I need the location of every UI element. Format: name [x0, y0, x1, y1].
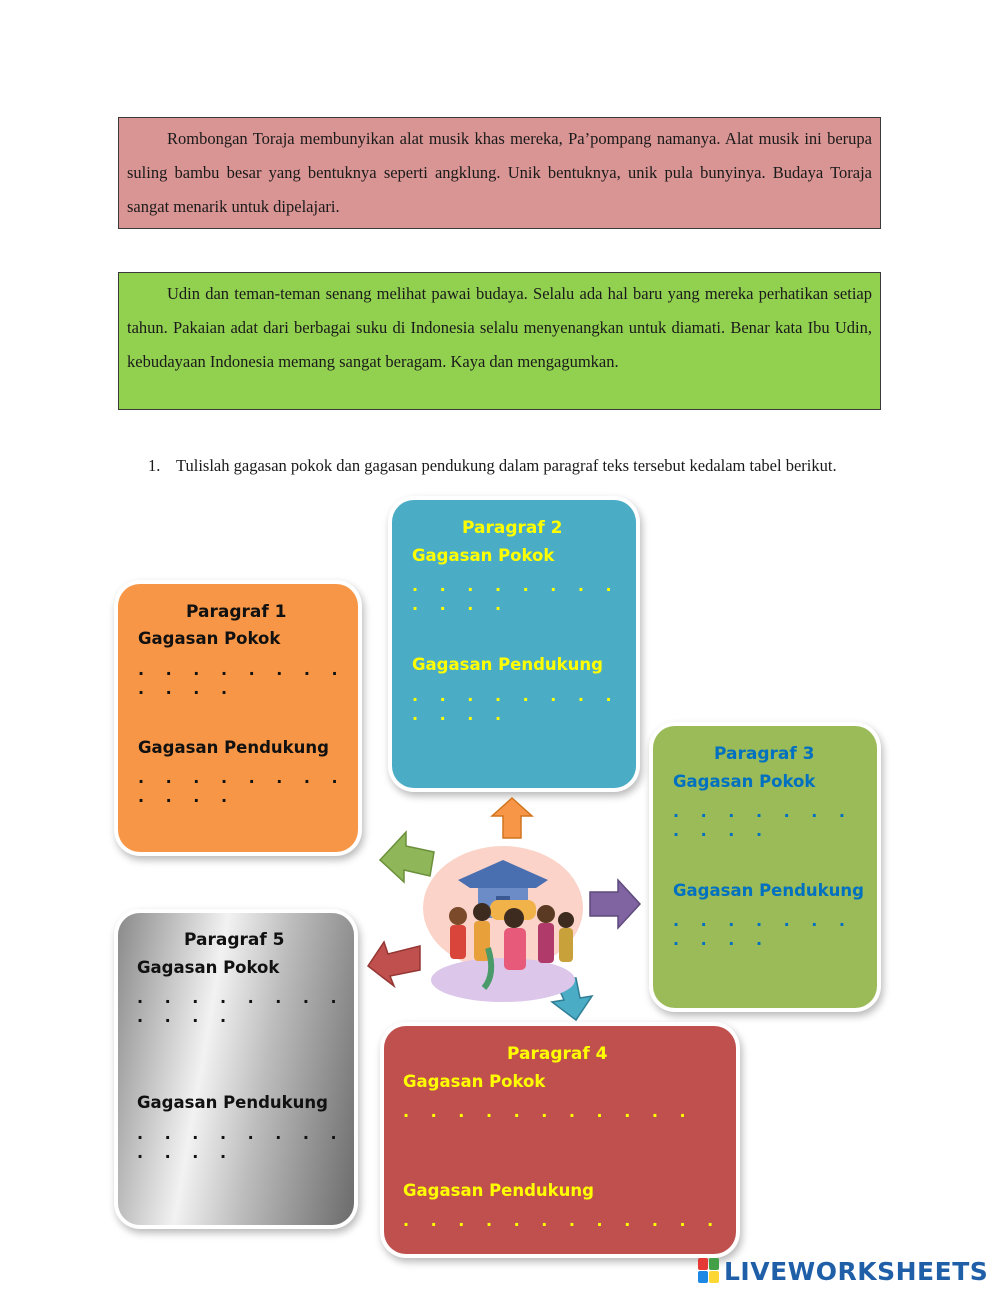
pendukung-answer-field[interactable]: . . . . . . . . . . . — [673, 911, 853, 949]
logo-text: LIVEWORKSHEETS — [724, 1256, 989, 1286]
card-title: Paragraf 3 — [714, 744, 815, 764]
cultural-parade-illustration — [418, 838, 588, 1008]
pokok-answer-field[interactable]: . . . . . . . . . . . — [673, 802, 853, 840]
liveworksheets-logo-icon — [698, 1258, 720, 1284]
pendukung-label: Gagasan Pendukung — [137, 1093, 328, 1112]
card-title: Paragraf 4 — [507, 1044, 608, 1064]
pokok-answer-field[interactable]: . . . . . . . . . . . . — [412, 576, 620, 614]
card-paragraf-1 — [118, 584, 358, 852]
card-paragraf-2 — [392, 500, 636, 788]
paragraph-1-text: Rombongan Toraja membunyikan alat musik khas mereka, Pa’pompang namanya. Alat musik ini berupa suling bambu besar yang bentuknya seperti angklung. Unik bentuknya, unik pula bunyinya. Budaya Toraja sangat menarik untuk dipelajari. — [127, 129, 872, 216]
card-paragraf-4 — [384, 1026, 736, 1254]
arrow-right-icon — [588, 878, 642, 930]
paragraph-box-1 — [118, 117, 881, 229]
pendukung-label: Gagasan Pendukung — [138, 738, 329, 757]
pendukung-label: Gagasan Pendukung — [673, 881, 864, 900]
pokok-answer-field[interactable]: . . . . . . . . . . . . — [137, 988, 345, 1026]
card-title: Paragraf 2 — [462, 518, 563, 538]
liveworksheets-logo — [698, 1256, 988, 1286]
pokok-label: Gagasan Pokok — [673, 772, 816, 791]
pokok-label: Gagasan Pokok — [412, 546, 555, 565]
instruction — [148, 452, 868, 479]
paragraph-box-2 — [118, 272, 881, 410]
pokok-label: Gagasan Pokok — [137, 958, 280, 977]
instruction-number: 1. — [148, 456, 161, 475]
card-title: Paragraf 1 — [186, 602, 287, 622]
card-title: Paragraf 5 — [184, 930, 285, 950]
pendukung-label: Gagasan Pendukung — [403, 1181, 594, 1200]
pokok-label: Gagasan Pokok — [138, 629, 281, 648]
pendukung-answer-field[interactable]: . . . . . . . . . . . . — [403, 1211, 722, 1230]
pokok-answer-field[interactable]: . . . . . . . . . . . . — [138, 660, 346, 698]
pendukung-answer-field[interactable]: . . . . . . . . . . . . — [412, 686, 620, 724]
paragraph-2-text: Udin dan teman-teman senang melihat pawai budaya. Selalu ada hal baru yang mereka perhatikan setiap tahun. Pakaian adat dari berbagai suku di Indonesia selalu menyenangkan untuk diamati. Benar kata Ibu Udin, kebudayaan Indonesia memang sangat beragam. Kaya dan mengagumkan. — [127, 284, 872, 371]
arrow-up-icon — [490, 796, 534, 840]
pendukung-answer-field[interactable]: . . . . . . . . . . . . — [138, 768, 346, 806]
pendukung-answer-field[interactable]: . . . . . . . . . . . . — [137, 1124, 345, 1162]
pokok-label: Gagasan Pokok — [403, 1072, 546, 1091]
card-paragraf-5 — [118, 913, 354, 1225]
card-paragraf-3 — [653, 726, 877, 1008]
instruction-text: Tulislah gagasan pokok dan gagasan pendukung dalam paragraf teks tersebut kedalam tabel berikut. — [176, 456, 837, 475]
pokok-answer-field[interactable]: . . . . . . . . . . . — [403, 1102, 694, 1121]
pendukung-label: Gagasan Pendukung — [412, 655, 603, 674]
arrow-downleft-icon — [364, 936, 424, 988]
